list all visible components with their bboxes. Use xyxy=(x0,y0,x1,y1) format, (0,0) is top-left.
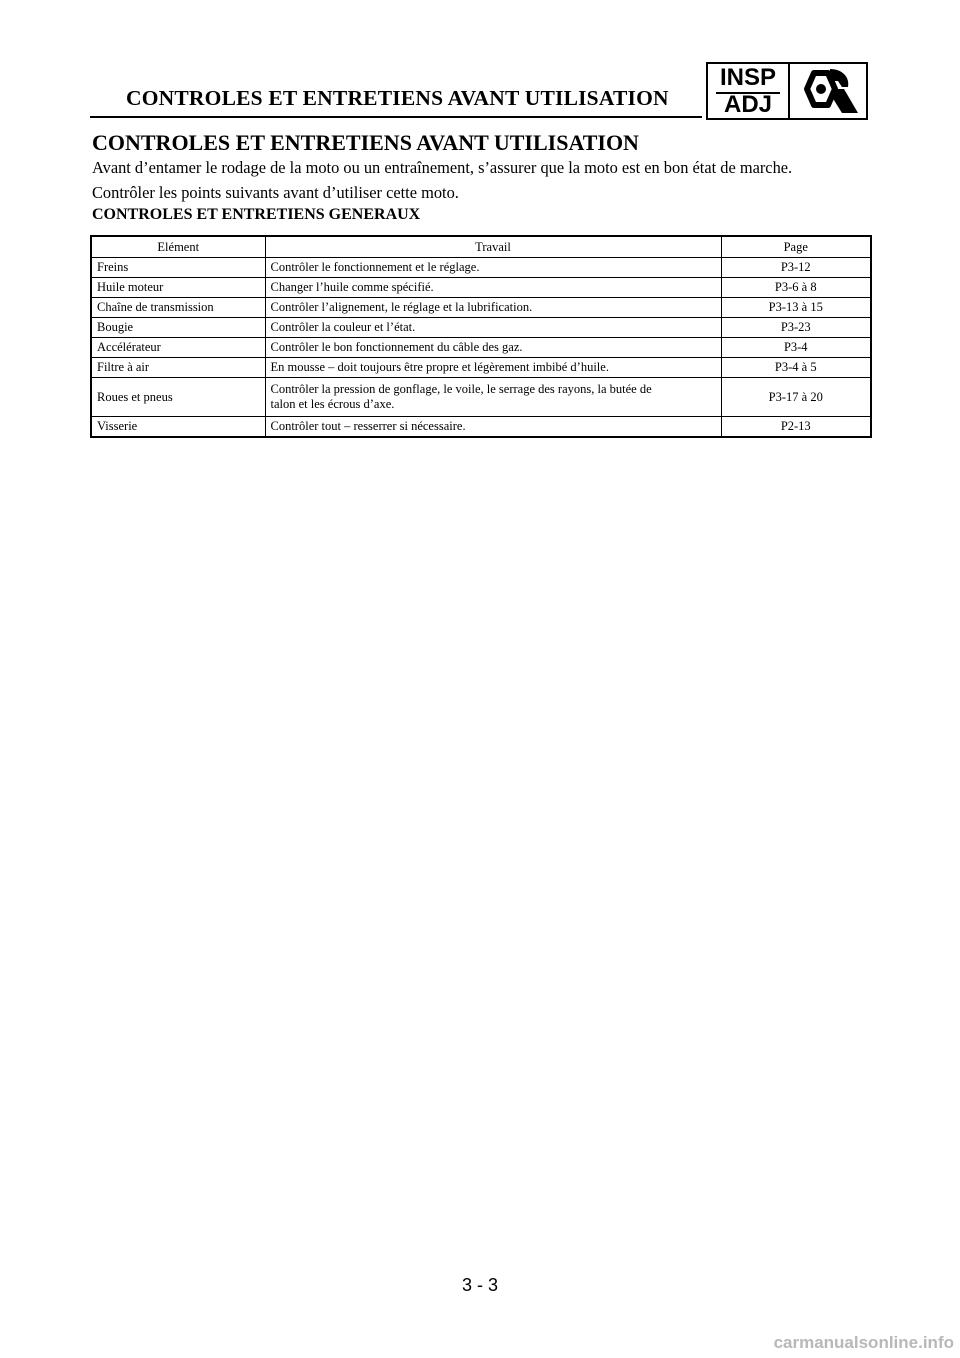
cell-page: P3-23 xyxy=(721,318,871,338)
table-row xyxy=(91,258,871,278)
watermark: carmanualsonline.info xyxy=(773,1333,954,1352)
cell-travail: Contrôler l’alignement, le réglage et la lubrification. xyxy=(265,298,721,318)
cell-element: Visserie xyxy=(91,417,265,438)
cell-element: Huile moteur xyxy=(91,278,265,298)
check-paragraph: Contrôler les points suivants avant d’utiliser cette moto. xyxy=(92,183,459,202)
header-element: Elément xyxy=(91,236,265,258)
cell-page: P3-4 à 5 xyxy=(721,358,871,378)
main-title: CONTROLES ET ENTRETIENS AVANT UTILISATION xyxy=(92,130,639,155)
cell-page: P2-13 xyxy=(721,417,871,438)
badge-icon-cell xyxy=(790,64,866,118)
cell-page: P3-13 à 15 xyxy=(721,298,871,318)
insp-adj-badge xyxy=(706,62,868,120)
header-rule xyxy=(90,116,702,118)
cell-page: P3-4 xyxy=(721,338,871,358)
cell-page: P3-6 à 8 xyxy=(721,278,871,298)
cell-element: Filtre à air xyxy=(91,358,265,378)
cell-element: Chaîne de transmission xyxy=(91,298,265,318)
table-row xyxy=(91,298,871,318)
cell-page: P3-12 xyxy=(721,258,871,278)
cell-page: P3-17 à 20 xyxy=(721,378,871,417)
intro-paragraph: Avant d’entamer le rodage de la moto ou un entraînement, s’assurer que la moto est en bon état de marche. xyxy=(92,158,793,177)
cell-travail: Changer l’huile comme spécifié. xyxy=(265,278,721,298)
wrench-nut-icon xyxy=(796,67,860,115)
header-page: Page xyxy=(721,236,871,258)
table-row xyxy=(91,338,871,358)
table-header-row xyxy=(91,236,871,258)
badge-line-insp: INSP xyxy=(719,64,776,91)
table-row xyxy=(91,358,871,378)
cell-element: Roues et pneus xyxy=(91,378,265,417)
cell-travail: Contrôler le fonctionnement et le réglage. xyxy=(265,258,721,278)
table-row xyxy=(91,318,871,338)
badge-line-adj: ADJ xyxy=(723,91,772,118)
cell-travail-line: Contrôler la pression de gonflage, le voile, le serrage des rayons, la butée de xyxy=(270,382,652,396)
page-number: 3 - 3 xyxy=(461,1275,499,1295)
section-title: CONTROLES ET ENTRETIENS GENERAUX xyxy=(92,206,421,223)
cell-element: Accélérateur xyxy=(91,338,265,358)
cell-travail: Contrôler tout – resserrer si nécessaire. xyxy=(265,417,721,438)
cell-travail: En mousse – doit toujours être propre et légèrement imbibé d’huile. xyxy=(265,358,721,378)
table-row xyxy=(91,378,871,417)
cell-travail: Contrôler la couleur et l’état. xyxy=(265,318,721,338)
cell-travail-line: talon et les écrous d’axe. xyxy=(270,397,395,411)
badge-text xyxy=(708,64,790,118)
header-travail: Travail xyxy=(265,236,721,258)
cell-element: Freins xyxy=(91,258,265,278)
cell-travail: Contrôler le bon fonctionnement du câble des gaz. xyxy=(265,338,721,358)
cell-travail xyxy=(265,378,721,417)
cell-element: Bougie xyxy=(91,318,265,338)
header-title: CONTROLES ET ENTRETIENS AVANT UTILISATION xyxy=(126,86,669,110)
table-row xyxy=(91,278,871,298)
table-row xyxy=(91,417,871,438)
maintenance-table xyxy=(90,235,872,438)
